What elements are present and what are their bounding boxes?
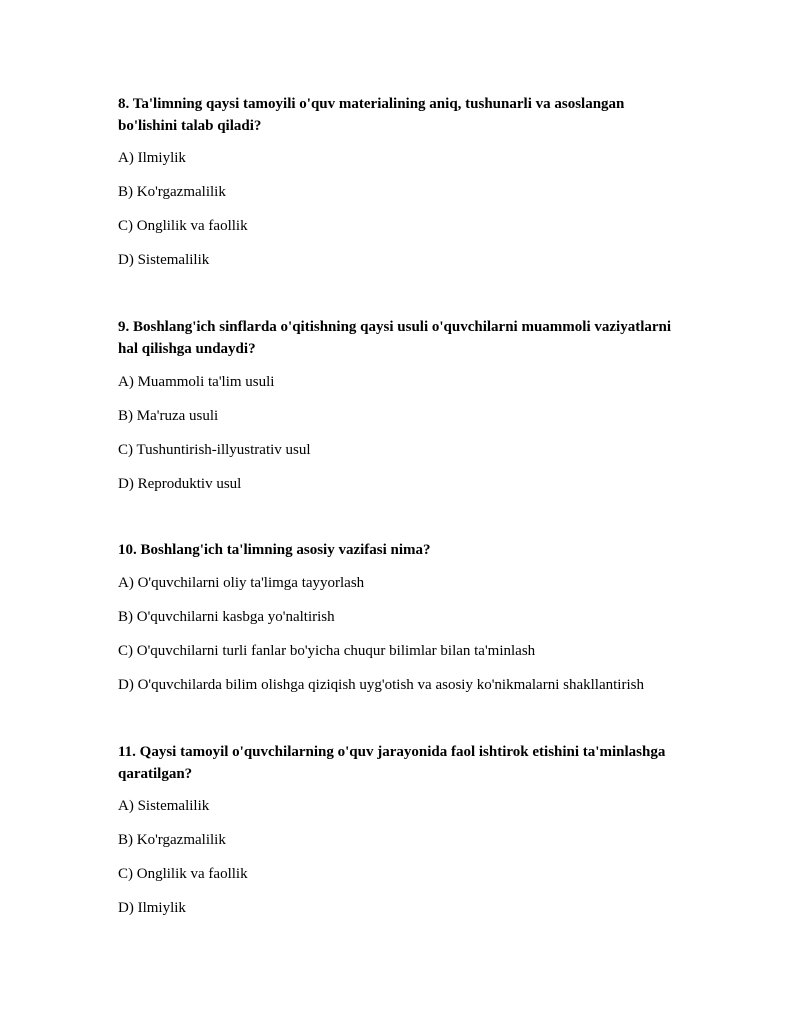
option-a: A) Ilmiylik bbox=[118, 150, 186, 166]
option-a: A) O'quvchilarni oliy ta'limga tayyorlash bbox=[118, 575, 365, 591]
option-b: B) Ko'rgazmalilik bbox=[118, 832, 226, 848]
option-a: A) Sistemalilik bbox=[118, 798, 210, 814]
option-d: D) O'quvchilarda bilim olishga qiziqish uyg'otish va asosiy ko'nikmalarni shakllantirish bbox=[118, 677, 644, 693]
question-text: 11. Qaysi tamoyil o'quvchilarning o'quv jarayonida faol ishtirok etishini ta'minlashga qaratilgan? bbox=[118, 744, 666, 782]
option-b: B) Ma'ruza usuli bbox=[118, 408, 219, 424]
option-d: D) Sistemalilik bbox=[118, 252, 210, 268]
question-text: 10. Boshlang'ich ta'limning asosiy vazifasi nima? bbox=[118, 542, 431, 558]
option-c: C) Onglilik va faollik bbox=[118, 866, 248, 882]
question-11 bbox=[118, 741, 678, 916]
question-10 bbox=[118, 539, 718, 693]
option-a: A) Muammoli ta'lim usuli bbox=[118, 374, 275, 390]
option-c: C) Onglilik va faollik bbox=[118, 218, 248, 234]
question-text: 9. Boshlang'ich sinflarda o'qitishning qaysi usuli o'quvchilarni muammoli vaziyatlarni hal qilishga undaydi? bbox=[118, 319, 672, 357]
option-c: C) O'quvchilarni turli fanlar bo'yicha chuqur bilimlar bilan ta'minlash bbox=[118, 643, 536, 659]
option-b: B) Ko'rgazmalilik bbox=[118, 184, 226, 200]
option-d: D) Ilmiylik bbox=[118, 900, 186, 916]
question-9 bbox=[118, 316, 678, 492]
option-c: C) Tushuntirish-illyustrativ usul bbox=[118, 442, 311, 458]
question-8 bbox=[118, 93, 678, 268]
question-text: 8. Ta'limning qaysi tamoyili o'quv materialining aniq, tushunarli va asoslangan bo'lishini talab qiladi? bbox=[118, 96, 625, 134]
option-b: B) O'quvchilarni kasbga yo'naltirish bbox=[118, 609, 335, 625]
option-d: D) Reproduktiv usul bbox=[118, 476, 242, 492]
